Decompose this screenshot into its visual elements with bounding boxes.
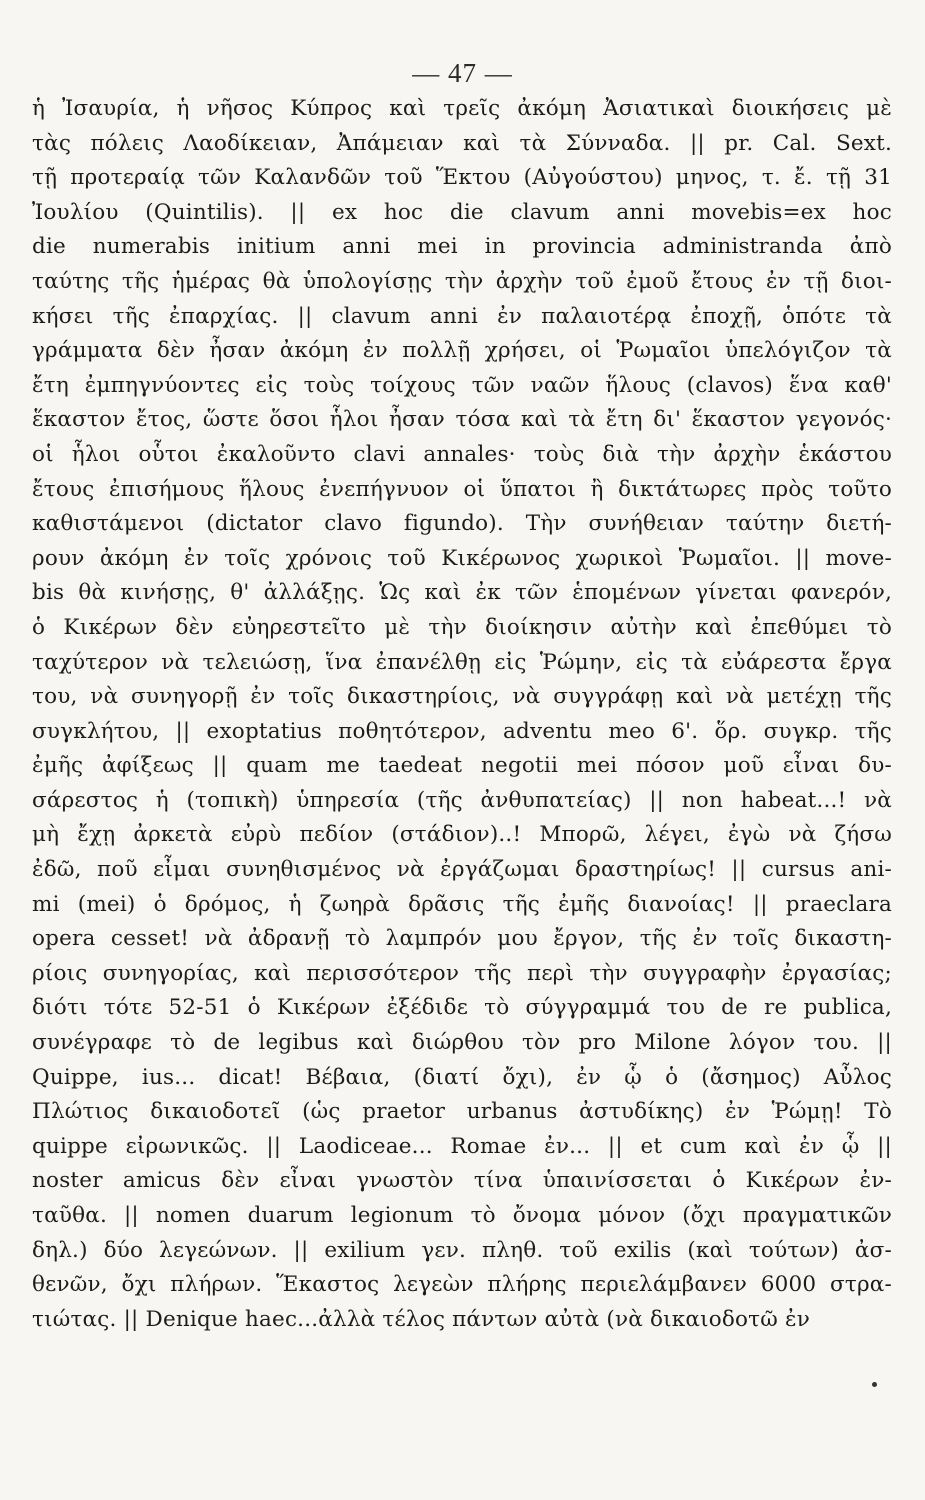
text-line: ταύτης τῆς ἡμέρας θὰ ὑπολογίσῃς τὴν ἀρχὴν τοῦ ἐμοῦ ἔτους ἐν τῇ διοι- [32,268,892,294]
text-line: ἔτους ἐπισήμους ἥλους ἐνεπήγνυον οἱ ὕπατοι ἢ δικτάτωρες πρὸς τοῦτο [32,476,892,502]
text-line: του, νὰ συνηγορῇ ἐν τοῖς δικαστηρίοις, νὰ συγγράφῃ καὶ νὰ μετέχῃ τῆς [32,684,892,710]
text-line: ὁ Κικέρων δὲν εὐηρεστεῖτο μὲ τὴν διοίκησιν αὐτὴν καὶ ἐπεθύμει τὸ [32,614,892,640]
text-line: διότι τότε 52-51 ὁ Κικέρων ἐξέδιδε τὸ σύγγραμμά του de re publica, [32,995,892,1021]
text-line: opera cesset! νὰ ἀδρανῇ τὸ λαμπρόν μου ἔργον, τῆς ἐν τοῖς δικαστη- [32,926,892,952]
text-line: quippe εἰρωνικῶς. || Laodiceae... Romae ἐν... || et cum καὶ ἐν ᾧ || [32,1133,892,1159]
text-line: δηλ.) δύο λεγεώνων. || exilium γεν. πληθ. τοῦ exilis (καὶ τούτων) ἀσ- [32,1237,892,1263]
text-line: Quippe, ius... dicat! Βέβαια, (διατί ὄχι), ἐν ᾧ ὁ (ἄσημος) Αὖλος [32,1064,892,1090]
text-line: ταῦθα. || nomen duarum legionum τὸ ὄνομα μόνον (ὄχι πραγματικῶν [32,1203,892,1228]
text-line: ρουν ἀκόμη ἐν τοῖς χρόνοις τοῦ Κικέρωνος χωρικοὶ Ῥωμαῖοι. || move- [32,545,892,571]
text-line: ρίοις συνηγορίας, καὶ περισσότερον τῆς περὶ τὴν συγγραφὴν ἐργασίας; [32,960,892,986]
text-line: die numerabis initium anni mei in provincia administranda ἀπὸ [32,234,892,260]
text-line: τὰς πόλεις Λαοδίκειαν, Ἀπάμειαν καὶ τὰ Σύνναδα. || pr. Cal. Sext. [32,130,892,156]
text-line: σάρεστος ἡ (τοπικὴ) ὑπηρεσία (τῆς ἀνθυπατείας) || non habeat...! νὰ [32,787,892,813]
text-line: συγκλήτου, || exoptatius ποθητότερον, adventu meo 6'. ὅρ. συγκρ. τῆς [32,718,892,744]
text-line: Ἰουλίου (Quintilis). || ex hoc die clavum anni movebis=ex hoc [32,199,892,225]
ink-speck [872,1382,877,1387]
text-line: τιώτας. || Denique haec...ἀλλὰ τέλος πάντων αὐτὰ (νὰ δικαιοδοτῶ ἐν [32,1306,811,1332]
text-line: τῇ προτεραίᾳ τῶν Καλανδῶν τοῦ Ἕκτου (Αὐγούστου) μηνος, τ. ἔ. τῇ 31 [32,165,892,191]
text-line: mi (mei) ὁ δρόμος, ἡ ζωηρὰ δρᾶσις τῆς ἐμῆς διανοίας! || praeclara [32,891,892,917]
text-line: συνέγραφε τὸ de legibus καὶ διώρθου τὸν pro Milone λόγον του. || [32,1030,892,1056]
text-line: ἐμῆς ἀφίξεως || quam me taedeat negotii mei πόσον μοῦ εἶναι δυ- [32,753,892,779]
text-line: ταχύτερον νὰ τελειώσῃ, ἵνα ἐπανέλθῃ εἰς Ῥώμην, εἰς τὰ εὐάρεστα ἔργα [32,649,892,675]
commentary-text-block [32,92,892,1337]
text-line: θενῶν, ὄχι πλήρων. Ἕκαστος λεγεὼν πλήρης περιελάμβανεν 6000 στρα- [32,1272,892,1298]
text-line: Πλώτιος δικαιοδοτεῖ (ὡς praetor urbanus ἀστυδίκης) ἐν Ῥώμῃ! Τὸ [32,1099,892,1125]
text-line: κήσει τῆς ἐπαρχίας. || clavum anni ἐν παλαιοτέρᾳ ἐποχῇ, ὁπότε τὰ [32,303,892,329]
text-line: noster amicus δὲν εἶναι γνωστὸν τίνα ὑπαινίσσεται ὁ Κικέρων ἐν- [32,1168,892,1194]
text-line: οἱ ἧλοι οὗτοι ἐκαλοῦντο clavi annales· τοὺς διὰ τὴν ἀρχὴν ἑκάστου [32,441,892,467]
text-line: bis θὰ κινήσῃς, θ' ἀλλάξῃς. Ὡς καὶ ἐκ τῶν ἑπομένων γίνεται φανερόν, [32,580,892,606]
text-line: ἔτη ἐμπηγνύοντες εἰς τοὺς τοίχους τῶν ναῶν ἥλους (clavos) ἕνα καθ' [32,372,892,398]
text-line: γράμματα δὲν ἦσαν ἀκόμη ἐν πολλῇ χρήσει, οἱ Ῥωμαῖοι ὑπελόγιζον τὰ [32,338,892,364]
text-line: ἐδῶ, ποῦ εἶμαι συνηθισμένος νὰ ἐργάζωμαι δραστηρίως! || cursus ani- [32,857,892,883]
text-line: μὴ ἔχῃ ἀρκετὰ εὐρὺ πεδίον (στάδιον)..! Μπορῶ, λέγει, ἐγὼ νὰ ζήσω [32,822,892,848]
page-number: — 47 — [412,58,513,88]
text-line: ἡ Ἰσαυρία, ἡ νῆσος Κύπρος καὶ τρεῖς ἀκόμη Ἀσιατικαὶ διοικήσεις μὲ [32,96,892,121]
text-line: καθιστάμενοι (dictator clavo figundo). Τὴν συνήθειαν ταύτην διετή- [32,511,892,537]
text-line: ἕκαστον ἔτος, ὥστε ὅσοι ἧλοι ἦσαν τόσα καὶ τὰ ἔτη δι' ἕκαστον γεγονός· [32,407,892,433]
